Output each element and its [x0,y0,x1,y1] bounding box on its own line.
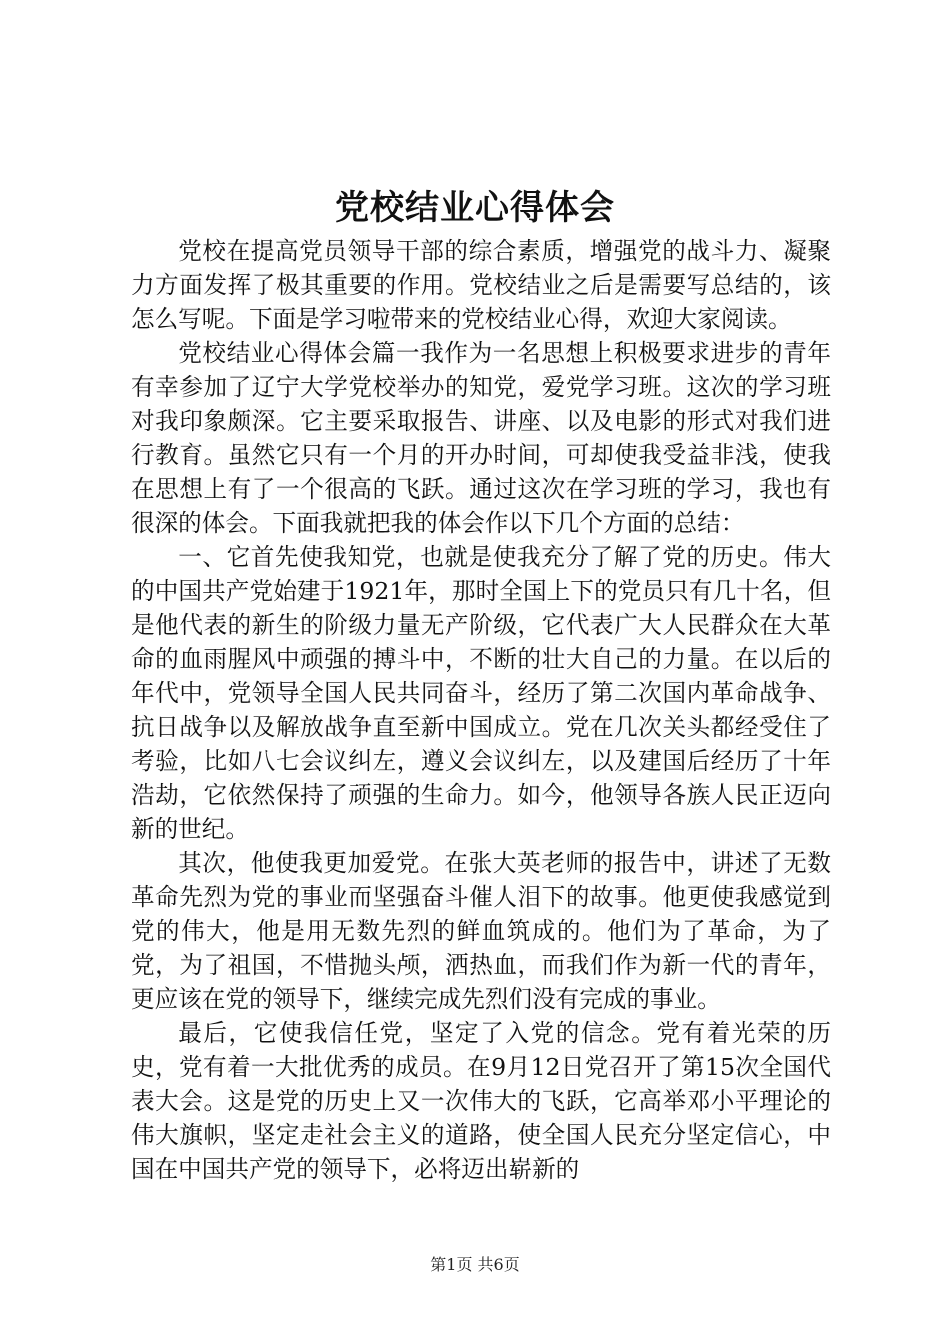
paragraph-trust-party: 最后，它使我信任党，坚定了入党的信念。党有着光荣的历史，党有着一大批优秀的成员。在9月12日党召开了第15次全国代表大会。这是党的历史上又一次伟大的飞跃，它高举邓小平理论的伟大旗帜，坚定走社会主义的道路，使全国人民充分坚定信心，中国在中国共产党的领导下，必将迈出崭新的 [131,1019,831,1183]
paragraph-love-party: 其次，他使我更加爱党。在张大英老师的报告中，讲述了无数革命先烈为党的事业而坚强奋斗催人泪下的故事。他更使我感觉到党的伟大，他是用无数先烈的鲜血筑成的。他们为了革命，为了党，为了祖国，不惜抛头颅，洒热血，而我们作为新一代的青年，更应该在党的领导下，继续完成先烈们没有完成的事业。 [131,849,831,1013]
document-body [131,234,831,1186]
document-title: 党校结业心得体会 [335,188,615,228]
paragraph-part-one: 党校结业心得体会篇一我作为一名思想上积极要求进步的青年有幸参加了辽宁大学党校举办的知党，爱党学习班。这次的学习班对我印象颇深。它主要采取报告、讲座、以及电影的形式对我们进行教育。虽然它只有一个月的开办时间，可却使我受益非浅，使我在思想上有了一个很高的飞跃。通过这次在学习班的学习，我也有很深的体会。下面我就把我的体会作以下几个方面的总结： [131,339,831,537]
page-number-footer: 第1页 共6页 [430,1255,520,1274]
paragraph-know-party: 一、它首先使我知党，也就是使我充分了解了党的历史。伟大的中国共产党始建于1921年，那时全国上下的党员只有几十名，但是他代表的新生的阶级力量无产阶级，它代表广大人民群众在大革命的血雨腥风中顽强的搏斗中，不断的壮大自己的力量。在以后的年代中，党领导全国人民共同奋斗，经历了第二次国内革命战争、抗日战争以及解放战争直至新中国成立。党在几次关头都经受住了考验，比如八七会议纠左，遵义会议纠左，以及建国后经历了十年浩劫，它依然保持了顽强的生命力。如今，他领导各族人民正迈向新的世纪。 [131,543,831,843]
paragraph-intro: 党校在提高党员领导干部的综合素质，增强党的战斗力、凝聚力方面发挥了极其重要的作用。党校结业之后是需要写总结的，该怎么写呢。下面是学习啦带来的党校结业心得，欢迎大家阅读。 [131,237,831,333]
